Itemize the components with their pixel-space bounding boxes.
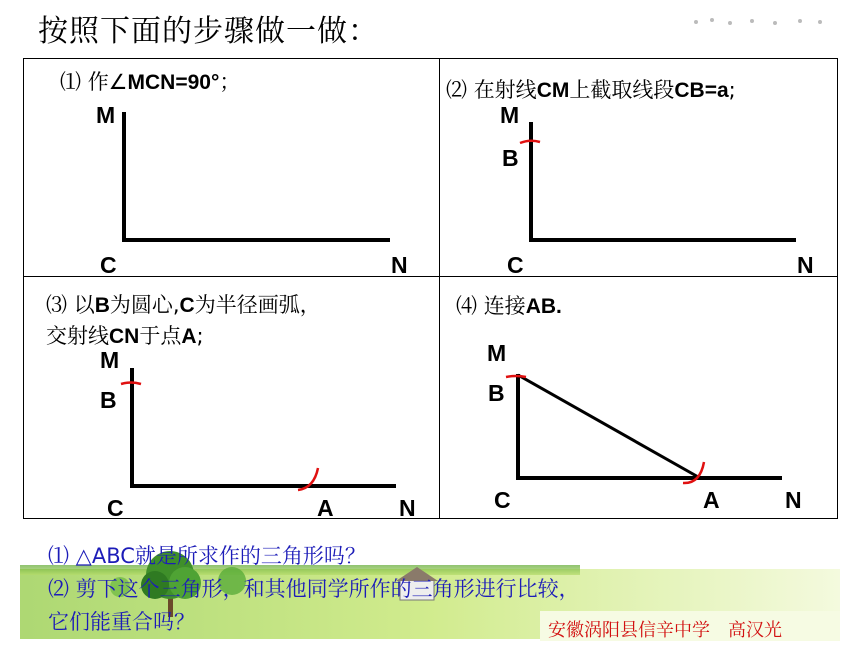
fig3-label-a: A [317,495,334,521]
fig4-angle [518,374,782,478]
fig3-angle [132,368,396,486]
fig4-label-a: A [703,487,720,513]
fig2-label-n: N [797,252,814,278]
fig3-label-c: C [107,495,124,521]
page-title: 按照下面的步骤做一做： [38,14,379,49]
step-3-text: ⑶ 以B为圆心,C为半径画弧， 交射线CN于点A; [46,293,321,348]
fig3-label-n: N [399,495,416,521]
fig4-label-c: C [494,487,511,513]
fig1-angle [124,112,390,240]
step-2-text: ⑵ 在射线CM上截取线段CB=a; [446,78,736,102]
author-credit: 安徽涡阳县信辛中学 高汉光 [548,620,782,641]
fig1-label-m: M [96,102,116,128]
fig2-label-b: B [502,145,519,171]
fig4-segment-ab [518,375,700,478]
step-4-text: ⑷ 连接AB. [456,294,562,318]
fig4-arc-b [506,376,526,377]
fig4-label-n: N [785,487,802,513]
step-1-text: ⑴ 作∠MCN=90°； [60,70,241,94]
fig4-label-m: M [487,340,507,366]
fig3-label-b: B [100,387,117,413]
fig2-angle [531,122,796,240]
fig4-label-b: B [488,380,505,406]
question-2-line-2: 它们能重合吗？ [48,610,195,634]
fig1-label-n: N [391,252,408,278]
question-1: ⑴ △ABC就是所求作的三角形吗？ [48,544,366,568]
fig1-label-c: C [100,252,117,278]
question-2-line-1: ⑵ 剪下这个三角形，和其他同学所作的三角形进行比较， [48,577,580,601]
fig2-label-m: M [500,102,520,128]
fig2-label-c: C [507,252,524,278]
fig3-label-m: M [100,347,120,373]
